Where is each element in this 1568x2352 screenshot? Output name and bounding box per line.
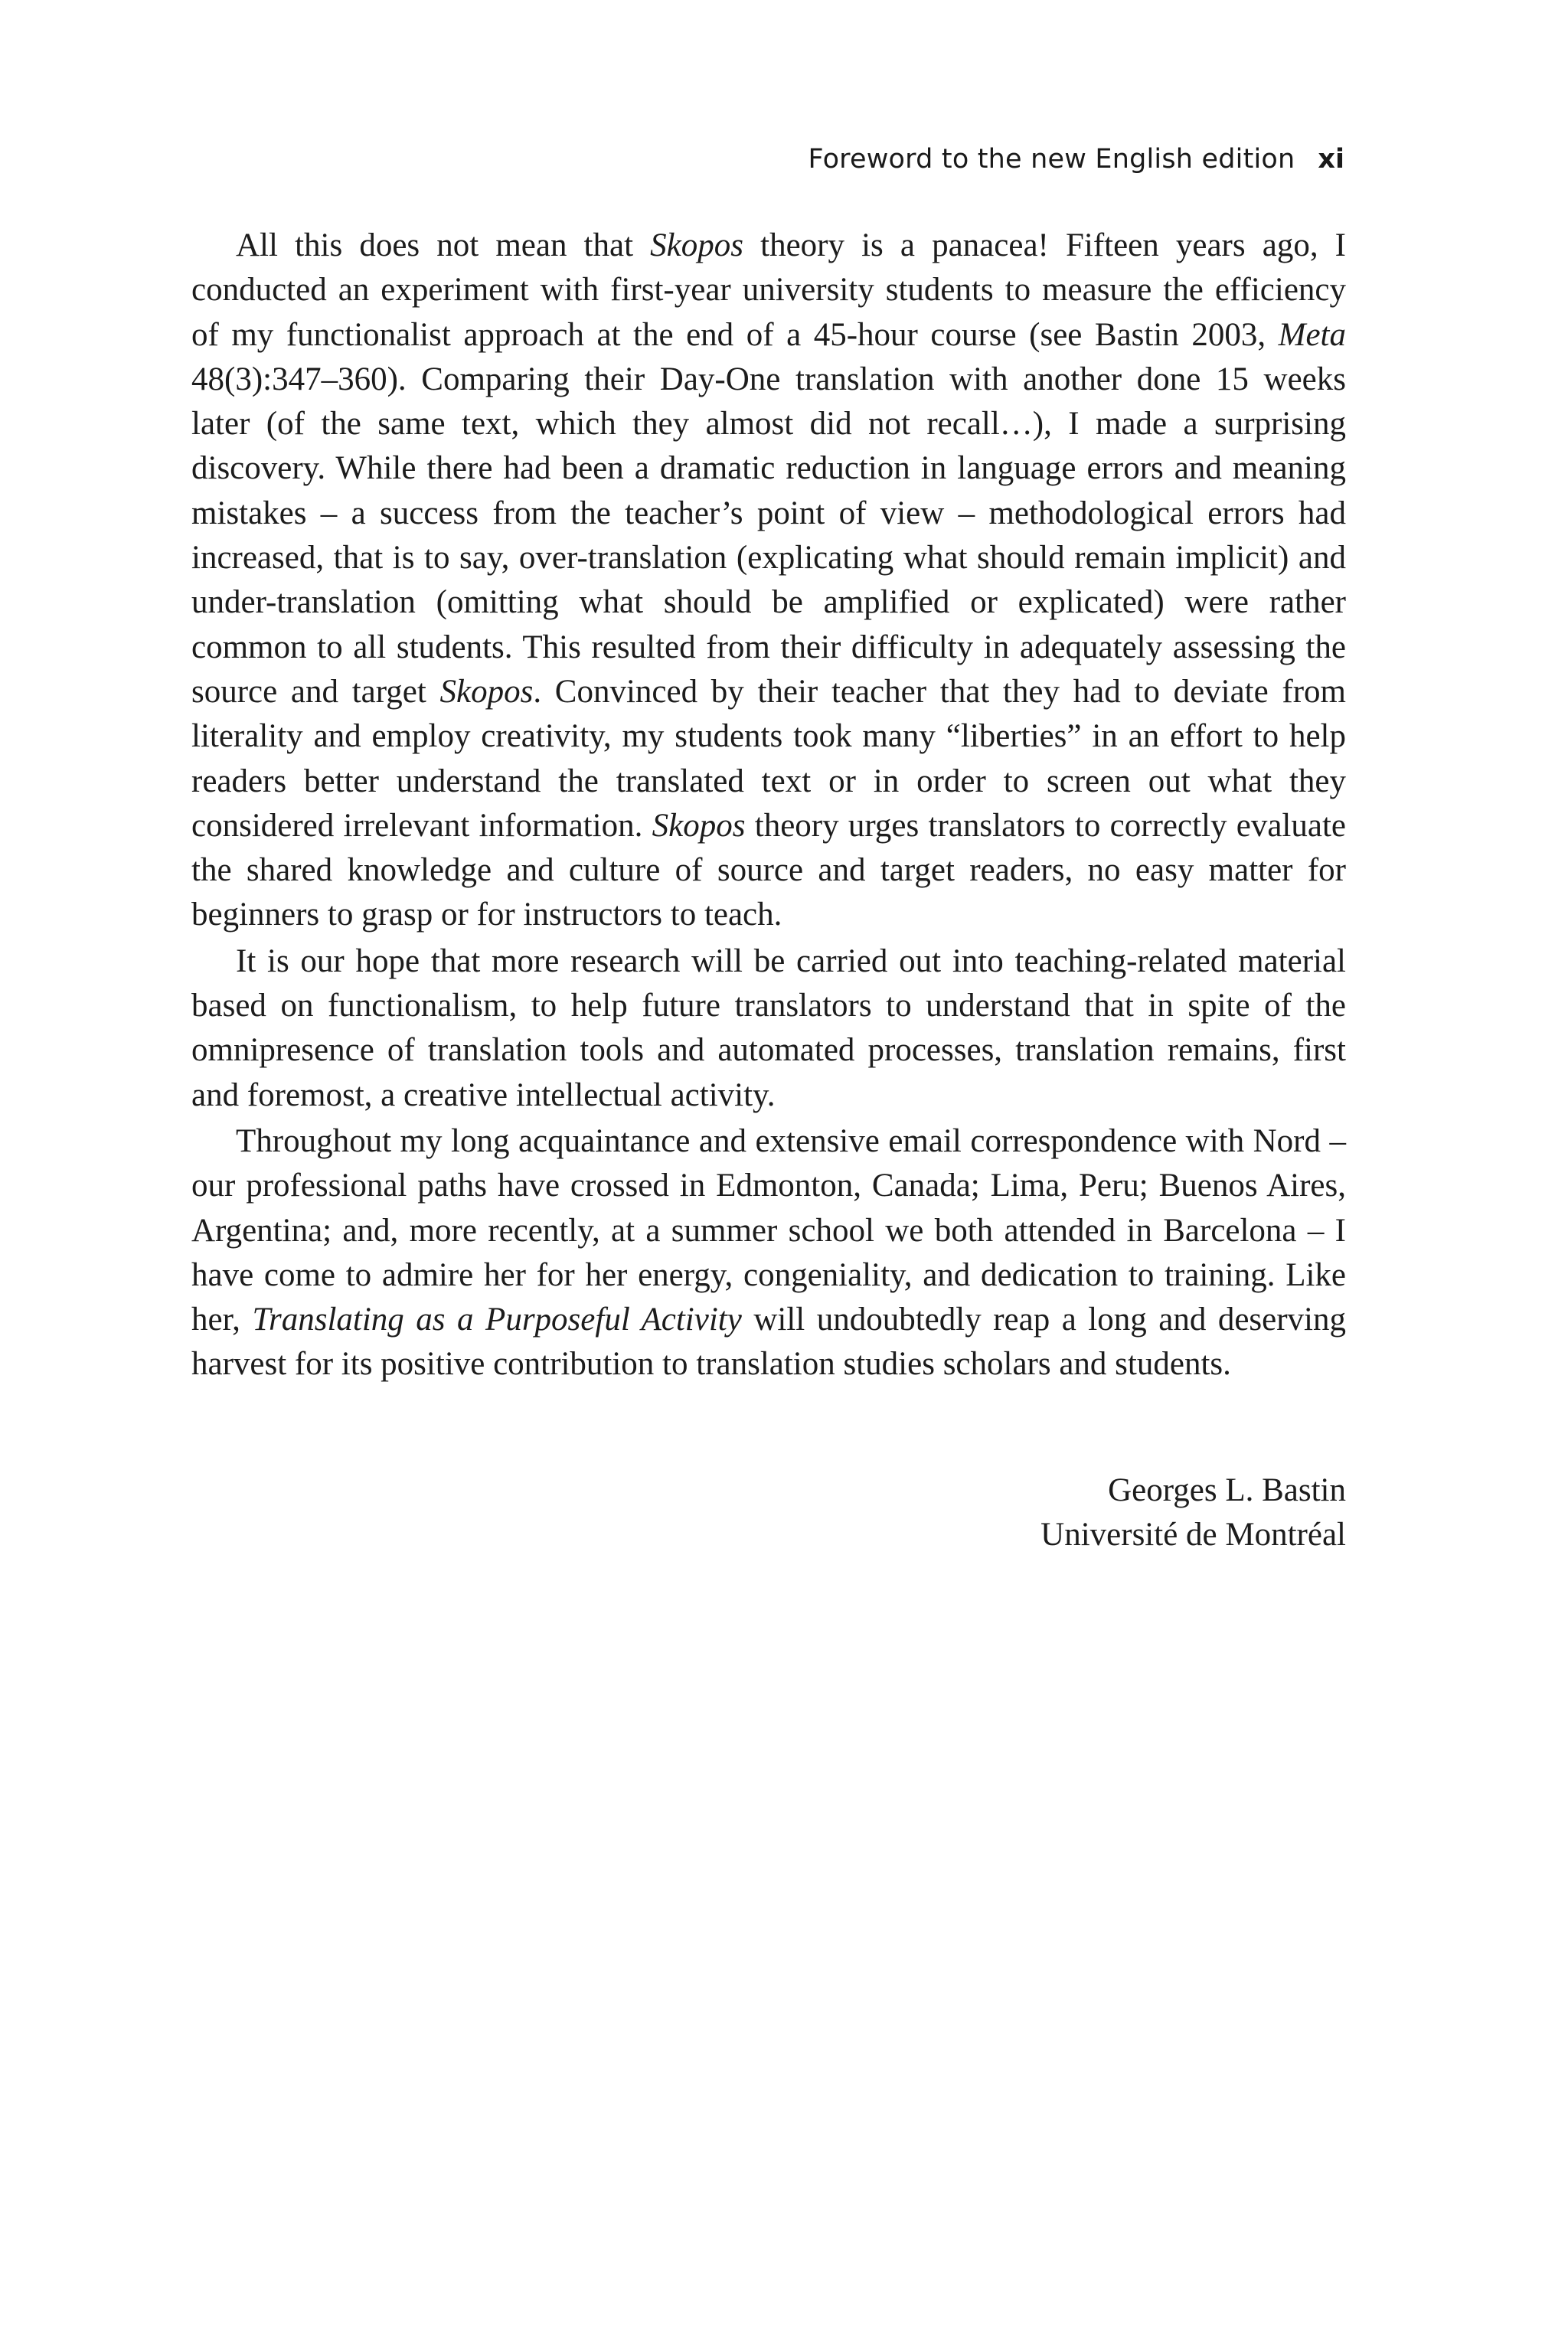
paragraph xyxy=(191,1119,1346,1387)
author-affiliation: Université de Montréal xyxy=(1040,1517,1346,1553)
text-run: theory urges translators to correctly evaluate the shared knowledge and culture of source and target readers, no easy matter for beginners to grasp or for instructors to teach. xyxy=(191,807,1346,933)
text-run: will undoubtedly reap a long and deserving harvest for its positive contribution to translation studies scholars and students. xyxy=(191,1302,1347,1383)
author-name: Georges L. Bastin xyxy=(1108,1472,1346,1508)
paragraph xyxy=(191,939,1346,1118)
italic-text: Meta xyxy=(1278,316,1346,353)
running-head xyxy=(808,144,1344,175)
text-run: theory is a panacea! Fifteen years ago, I conducted an experiment with first-year university students to measure the efficiency of my functionalist approach at the end of a 45-hour course (see Bastin 2003, xyxy=(191,227,1347,353)
running-head-title: Foreword to the new English edition xyxy=(808,144,1295,175)
text-run: 48(3):347–360). Comparing their Day-One translation with another done 15 weeks later (of the same text, which they almost did not recall…), I made a surprising discovery. While there had been a dramatic reduction in language errors and meaning mistakes – a success from the teacher’s point of view – methodological errors had increased, that is to say, over-translation (explicating what should remain implicit) and under-translation (omitting what should be amplified or explicated) were rather common to all students. This resulted from their difficulty in adequately assessing the source and target xyxy=(191,361,1346,710)
text-run: It is our hope that more research will be carried out into teaching-related material based on functionalism, to help future translators to understand that in spite of the omnipresence of translation tools and automated processes, translation remains, first and foremost, a creative intellectual activity. xyxy=(191,942,1346,1113)
italic-text: Skopos xyxy=(652,807,746,844)
italic-text: Translating as a Purposeful Activity xyxy=(252,1302,742,1338)
text-run: . Convinced by their teacher that they had to deviate from literality and employ creativity, my students took many “liberties” in an effort to help readers better understand the translated text or in order to screen out what they considered irrelevant information. xyxy=(191,673,1346,844)
text-run: Throughout my long acquaintance and extensive email correspondence with Nord – our professional paths have crossed in Edmonton, Canada; Lima, Peru; Buenos Aires, Argentina; and, more recently, at a summer school we both attended in Barcelona – I have come to admire her for her energy, congeniality, and dedication to training. Like her, xyxy=(191,1122,1346,1338)
foreword-body xyxy=(191,224,1346,1387)
signature-block xyxy=(1040,1468,1346,1558)
text-run: All this does not mean that xyxy=(236,227,651,263)
italic-text: Skopos xyxy=(650,227,743,263)
paragraph xyxy=(191,224,1346,938)
italic-text: Skopos xyxy=(439,673,534,710)
page-number: xi xyxy=(1318,144,1344,175)
